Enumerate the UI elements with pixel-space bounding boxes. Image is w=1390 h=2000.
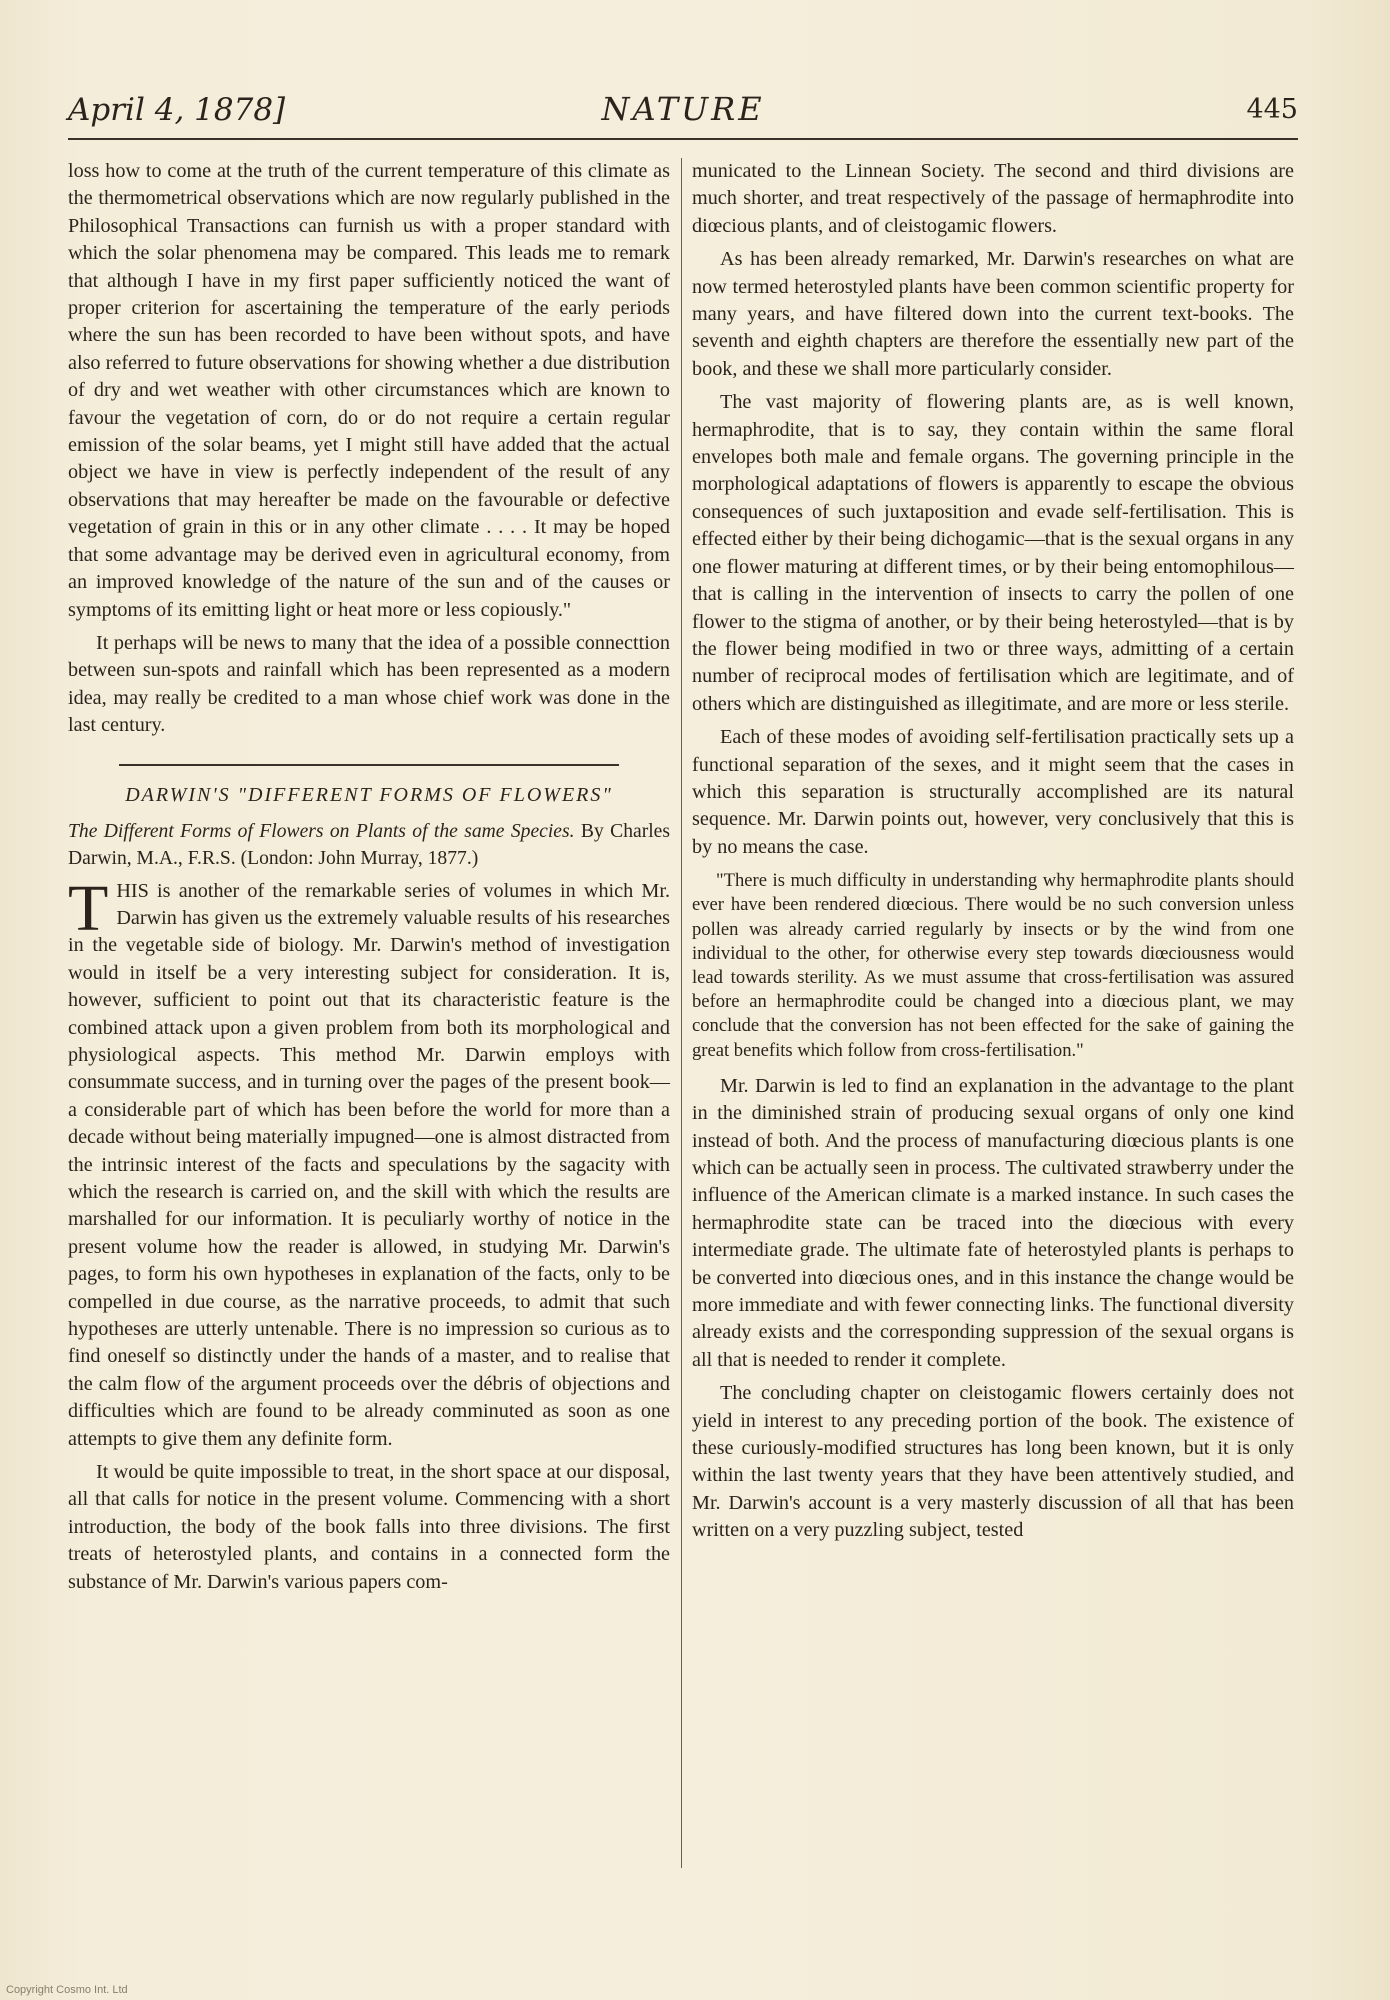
- issue-date: April 4, 1878]: [68, 92, 286, 128]
- article-title: DARWIN'S "DIFFERENT FORMS OF FLOWERS": [125, 783, 613, 806]
- paragraph: The concluding chapter on cleistogamic flowers certainly does not yield in interest to any preceding portion of the book. The existence of these curiously-modified structures has long been known, but it is only within the last twenty years that they have been attentively studied, and Mr. Darwin's account is a very masterly discussion of all that has been written on a very puzzling subject, tested: [692, 1382, 1294, 1542]
- paragraph: It perhaps will be news to many that the idea of a possible connecttion between sun-spots and rainfall which has been represented as a modern idea, may really be credited to a man whose chief work was done in the last century.: [68, 631, 670, 737]
- paragraph: Each of these modes of avoiding self-fertilisation practically sets up a functional separation of the sexes, and it might seem that the cases in which this separation is structurally accomplished are its natural sequence. Mr. Darwin points out, however, very conclusively that this is by no means the case.: [692, 726, 1294, 858]
- page-number: 445: [1246, 94, 1298, 125]
- paragraph: The vast majority of flowering plants are, as is well known, hermaphrodite, that is to say, they contain within the same floral envelopes both male and female organs. The governing principle in the morphological adaptations of flowers is apparently to escape the obvious consequences of such juxtaposition and evade self-fertilisation. This is effected either by their being dichogamic—that is the sexual organs in any one flower maturing at different times, or by their being entomophilous—that is calling in the intervention of insects to carry the pollen of one flower to the stigma of another, or by their being heterostyled—that is by the flower being modified in two or three ways, admitting of a certain number of reciprocal modes of fertilisation which are legitimate, and of others which are distinguished as illegitimate, and are more or less sterile.: [692, 391, 1294, 715]
- copyright-watermark: Copyright Cosmo Int. Ltd: [6, 1984, 128, 1996]
- block-quote: "There is much difficulty in understanding why hermaphrodite plants should ever have been rendered diœcious. There would be no such conversion unless pollen was already carried regularly by insects or by the wind from one individual to the other, for otherwise every step towards diœciousness would lead towards sterility. As we must assume that cross-fertilisation was assured before an hermaphrodite could be changed into a diœcious plant, we may conclude that the conversion has not been effected for the sake of gaining the great benefits which follow from cross-fertilisation.": [692, 870, 1294, 1061]
- paragraph-text: HIS is another of the remarkable series of volumes in which Mr. Darwin has given us the extremely valuable results of his researches in the vegetable side of biology. Mr. Darwin's method of investigation would in itself be a very interesting subject for consideration. It is, however, sufficient to point out that its characteristic feature is the combined attack upon a given problem from both its morphological and physiological aspects. This method Mr. Darwin employs with consummate success, and in turning over the pages of the present book—a considerable part of which has been before the world for more than a decade without being materially impugned—one is almost distracted from the intrinsic interest of the facts and speculations by the sagacity with which the research is carried on, and the skill with which the results are marshalled for our information. It is peculiarly worthy of notice in the present volume how the reader is allowed, in studying Mr. Darwin's pages, to form his own hypotheses in explanation of the facts, only to be compelled in due course, as the narrative proceeds, to admit that such hypotheses are utterly untenable. There is no impression so curious as to find oneself so distinctly under the hands of a master, and to realise that the calm flow of the argument proceeds over the débris of objections and difficulties which are found to be already comminuted as soon as one attempts to give them any definite form.: [68, 879, 670, 1450]
- paragraph: It would be quite impossible to treat, in the short space at our disposal, all that calls for notice in the present volume. Commencing with a short introduction, the body of the book falls into three divisions. The first treats of heterostyled plants, and contains in a connected form the substance of Mr. Darwin's various papers com-: [68, 1461, 670, 1593]
- paragraph-continued: loss how to come at the truth of the current temperature of this climate as the thermometrical observations which are now regularly published in the Philosophical Transactions can furnish us with a proper standard with which the solar phenomena may be compared. This leads me to remark that although I have in my first paper sufficiently noticed the want of proper criterion for ascertaining the temperature of the early periods where the sun has been recorded to have been without spots, and have also referred to future observations for showing whether a due distribution of dry and wet weather with other circumstances which are known to favour the vegetation of corn, do or do not require a certain regular emission of the solar beams, yet I might still have added that the actual object we have in view is perfectly independent of the result of any observations that may hereafter be made on the favourable or defective vegetation of grain in this or in any other climate . . . . It may be hoped that some advantage may be derived even in agricultural economy, from an improved knowledge of the nature of the sun and of the causes or symptoms of its emitting light or heat more or less copiously.": [68, 160, 670, 621]
- paragraph: Mr. Darwin is led to find an explanation in the advantage to the plant in the diminished strain of producing sexual organs of only one kind instead of both. And the process of manufacturing diœcious plants is one which can be actually seen in process. The cultivated strawberry under the influence of the American climate is a marked instance. In such cases the hermaphrodite state can be traced into the diœcious with every intermediate grade. The ultimate fate of heterostyled plants is perhaps to be converted into diœcious ones, and in this instance the change would be more immediate and with fewer connecting links. The functional diversity already exists and the corresponding suppression of the sexual organs is all that is needed to render it complete.: [692, 1074, 1294, 1371]
- paragraph: As has been already remarked, Mr. Darwin's researches on what are now termed heterostyled plants have been common scientific property for many years, and have filtered down into the current text-books. The seventh and eighth chapters are therefore the essentially new part of the book, and these we shall more particularly consider.: [692, 248, 1294, 380]
- drop-cap: T: [68, 871, 109, 945]
- paragraph-continued: municated to the Linnean Society. The second and third divisions are much shorter, and treat respectively of the passage of hermaphrodite into diœcious plants, and of cleistogamic flowers.: [692, 160, 1294, 237]
- book-title: The Different Forms of Flowers on Plants of the same Species.: [68, 820, 575, 842]
- page-header: [68, 88, 1298, 140]
- journal-title: NATURE: [601, 90, 765, 128]
- column-divider: [681, 158, 682, 1868]
- section-rule: [119, 764, 619, 766]
- paragraph-opening: [68, 871, 670, 1454]
- book-citation: [68, 818, 670, 872]
- book-details: By Charles Darwin, M.A., F.R.S. (London: John Murray, 1877.): [68, 820, 670, 869]
- right-column: [692, 158, 1294, 1545]
- left-column: [68, 158, 670, 1596]
